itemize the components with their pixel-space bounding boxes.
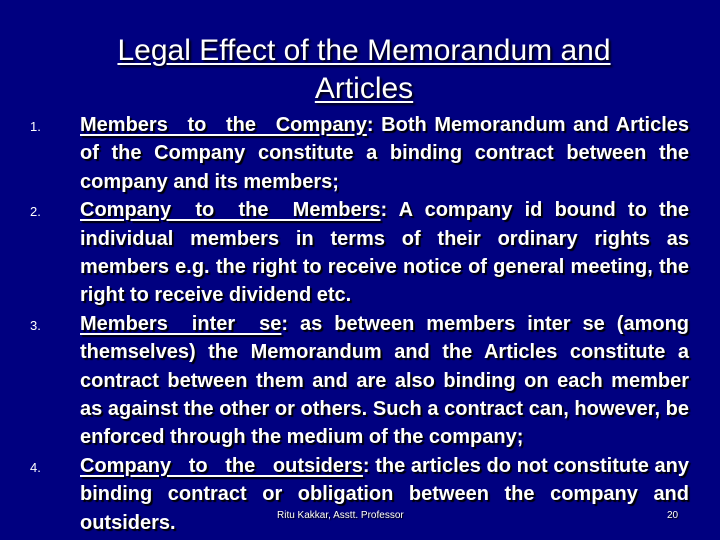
list-item (0, 452, 720, 537)
title-line-1 (0, 32, 720, 70)
list-item-keyword: Company to the Members (80, 199, 381, 222)
list-item-text (80, 196, 689, 310)
numbered-list (0, 111, 720, 537)
list-item-text (80, 111, 689, 196)
list-item (0, 196, 720, 310)
list-number: 3. (30, 317, 41, 333)
list-item-text (80, 310, 689, 452)
title-line-2 (0, 70, 720, 108)
list-item-keyword: Members to the Company (80, 114, 367, 136)
list-item-body: : A company id bound to the individual members in terms of their ordinary rights as members e.g. the right to receive notice of general meeting, the right to receive dividend etc. (80, 199, 690, 307)
list-item-keyword: Company to the outsiders (80, 454, 363, 477)
title-text-1: Legal Effect of the Memorandum and (117, 34, 611, 67)
list-number: 4. (30, 459, 41, 475)
slide-title (0, 32, 720, 108)
list-item-body: : Both Memorandum and Articles of the Company constitute a binding contract between the company and its members; (80, 114, 690, 193)
list-number: 2. (30, 204, 41, 220)
title-text-2: Articles (314, 72, 414, 105)
list-item-body: : as between members inter se (among themselves) the Memorandum and the Articles constitute a contract between them and are also binding on each member as against the other or others. Such a contract can, however, be enforced through the medium of the company; (80, 312, 689, 449)
list-item (0, 111, 720, 196)
list-item-body: : the articles do not constitute any binding contract or obligation between the company and outsiders. (80, 454, 689, 534)
list-item-text (80, 452, 689, 537)
list-item (0, 310, 720, 452)
page-number: 20 (667, 510, 679, 521)
slide-footer: Ritu Kakkar, Asstt. Professor (277, 510, 404, 521)
list-item-keyword: Members inter se (80, 312, 282, 335)
list-number: 1. (30, 119, 41, 134)
